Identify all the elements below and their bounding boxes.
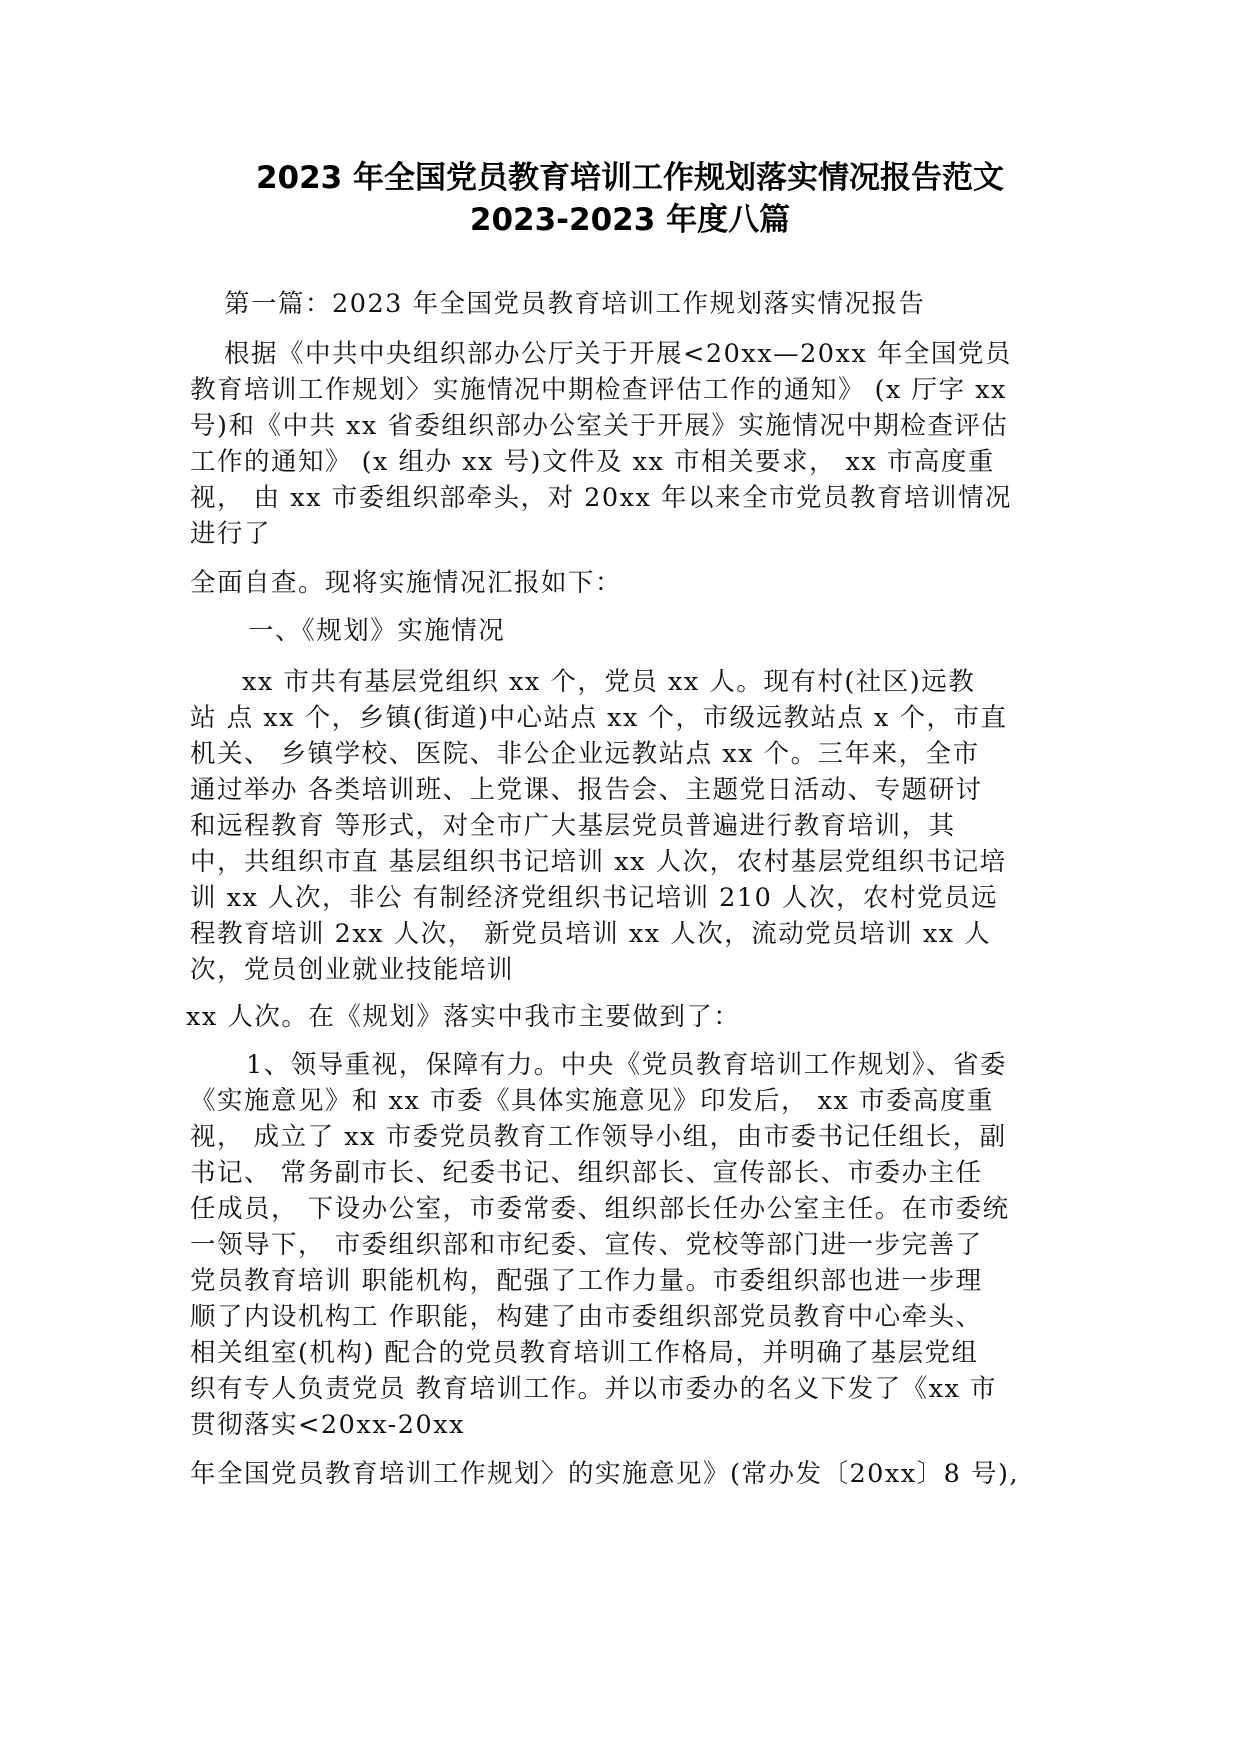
paragraph-1-line: 教育培训工作规划〉实施情况中期检查评估工作的通知》 (x 厅字 xx bbox=[190, 375, 1007, 405]
paragraph-1-line: 视， 由 xx 市委组织部牵头，对 20xx 年以来全市党员教育培训情况 bbox=[190, 483, 1013, 513]
document-title-line-1: 2023 年全国党员教育培训工作规划落实情况报告范文 bbox=[255, 160, 1005, 196]
paragraph-3-line: 贯彻落实<20xx-20xx bbox=[190, 1410, 465, 1440]
paragraph-2-line: 程教育培训 2xx 人次， 新党员培训 xx 人次，流动党员培训 xx 人 bbox=[190, 919, 992, 949]
paragraph-1-line: 进行了 bbox=[190, 519, 272, 549]
paragraph-3-line: 书记、 常务副市长、纪委书记、组织部长、宣传部长、市委办主任 bbox=[190, 1158, 983, 1188]
paragraph-3-line: 相关组室(机构) 配合的党员教育培训工作格局，并明确了基层党组 bbox=[190, 1338, 979, 1368]
paragraph-2-line: 机关、 乡镇学校、医院、非公企业远教站点 xx 个。三年来，全市 bbox=[190, 739, 980, 769]
paragraph-2-line: xx 市共有基层党组织 xx 个，党员 xx 人。现有村(社区)远教 bbox=[242, 667, 976, 697]
section-heading: 第一篇：2023 年全国党员教育培训工作规划落实情况报告 bbox=[224, 289, 926, 319]
paragraph-2-line: 次，党员创业就业技能培训 bbox=[190, 955, 515, 985]
paragraph-3-line: 织有专人负责党员 教育培训工作。并以市委办的名义下发了《xx 市 bbox=[190, 1374, 997, 1404]
paragraph-3-line: 《实施意见》和 xx 市委《具体实施意见》印发后， xx 市委高度重 bbox=[190, 1086, 994, 1116]
document-title-line-2: 2023-2023 年度八篇 bbox=[469, 202, 791, 238]
paragraph-3-line: 一领导下， 市委组织部和市纪委、宣传、党校等部门进一步完善了 bbox=[190, 1230, 983, 1260]
paragraph-2-line: 中，共组织市直 基层组织书记培训 xx 人次，农村基层党组织书记培 bbox=[190, 847, 1007, 877]
paragraph-2-line: 和远程教育 等形式，对全市广大基层党员普遍进行教育培训，其 bbox=[190, 811, 956, 841]
paragraph-1-line: 根据《中共中央组织部办公厅关于开展<20xx—20xx 年全国党员 bbox=[224, 339, 1012, 369]
paragraph-3-line: 党员教育培训 职能机构，配强了工作力量。市委组织部也进一步理 bbox=[190, 1266, 983, 1296]
paragraph-1-line: 工作的通知》 (x 组办 xx 号)文件及 xx 市相关要求， xx 市高度重 bbox=[190, 447, 995, 477]
paragraph-1-line: 号)和《中共 xx 省委组织部办公室关于开展》实施情况中期检查评估 bbox=[190, 411, 1009, 441]
paragraph-2-continuation: xx 人次。在《规划》落实中我市主要做到了： bbox=[186, 1002, 741, 1032]
paragraph-3-line: 视， 成立了 xx 市委党员教育工作领导小组，由市委书记任组长，副 bbox=[190, 1122, 1007, 1152]
paragraph-3-line: 顺了内设机构工 作职能，构建了由市委组织部党员教育中心牵头、 bbox=[190, 1302, 983, 1332]
paragraph-2-line: 站 点 xx 个，乡镇(街道)中心站点 xx 个，市级远教站点 x 个，市直 bbox=[190, 703, 1008, 733]
paragraph-2-line: 通过举办 各类培训班、上党课、报告会、主题党日活动、专题研讨 bbox=[190, 775, 983, 805]
paragraph-3-line: 任成员， 下设办公室，市委常委、组织部长任办公室主任。在市委统 bbox=[190, 1194, 1010, 1224]
paragraph-3-continuation: 年全国党员教育培训工作规划〉的实施意见》(常办发〔20xx〕8 号), bbox=[190, 1459, 1020, 1489]
paragraph-3-line: 1、领导重视，保障有力。中央《党员教育培训工作规划》、省委 bbox=[246, 1050, 1007, 1080]
paragraph-2-line: 训 xx 人次，非公 有制经济党组织书记培训 210 人次，农村党员远 bbox=[190, 883, 998, 913]
paragraph-1-continuation: 全面自查。现将实施情况汇报如下： bbox=[190, 568, 623, 598]
subheading: 一、《规划》实施情况 bbox=[248, 616, 506, 646]
